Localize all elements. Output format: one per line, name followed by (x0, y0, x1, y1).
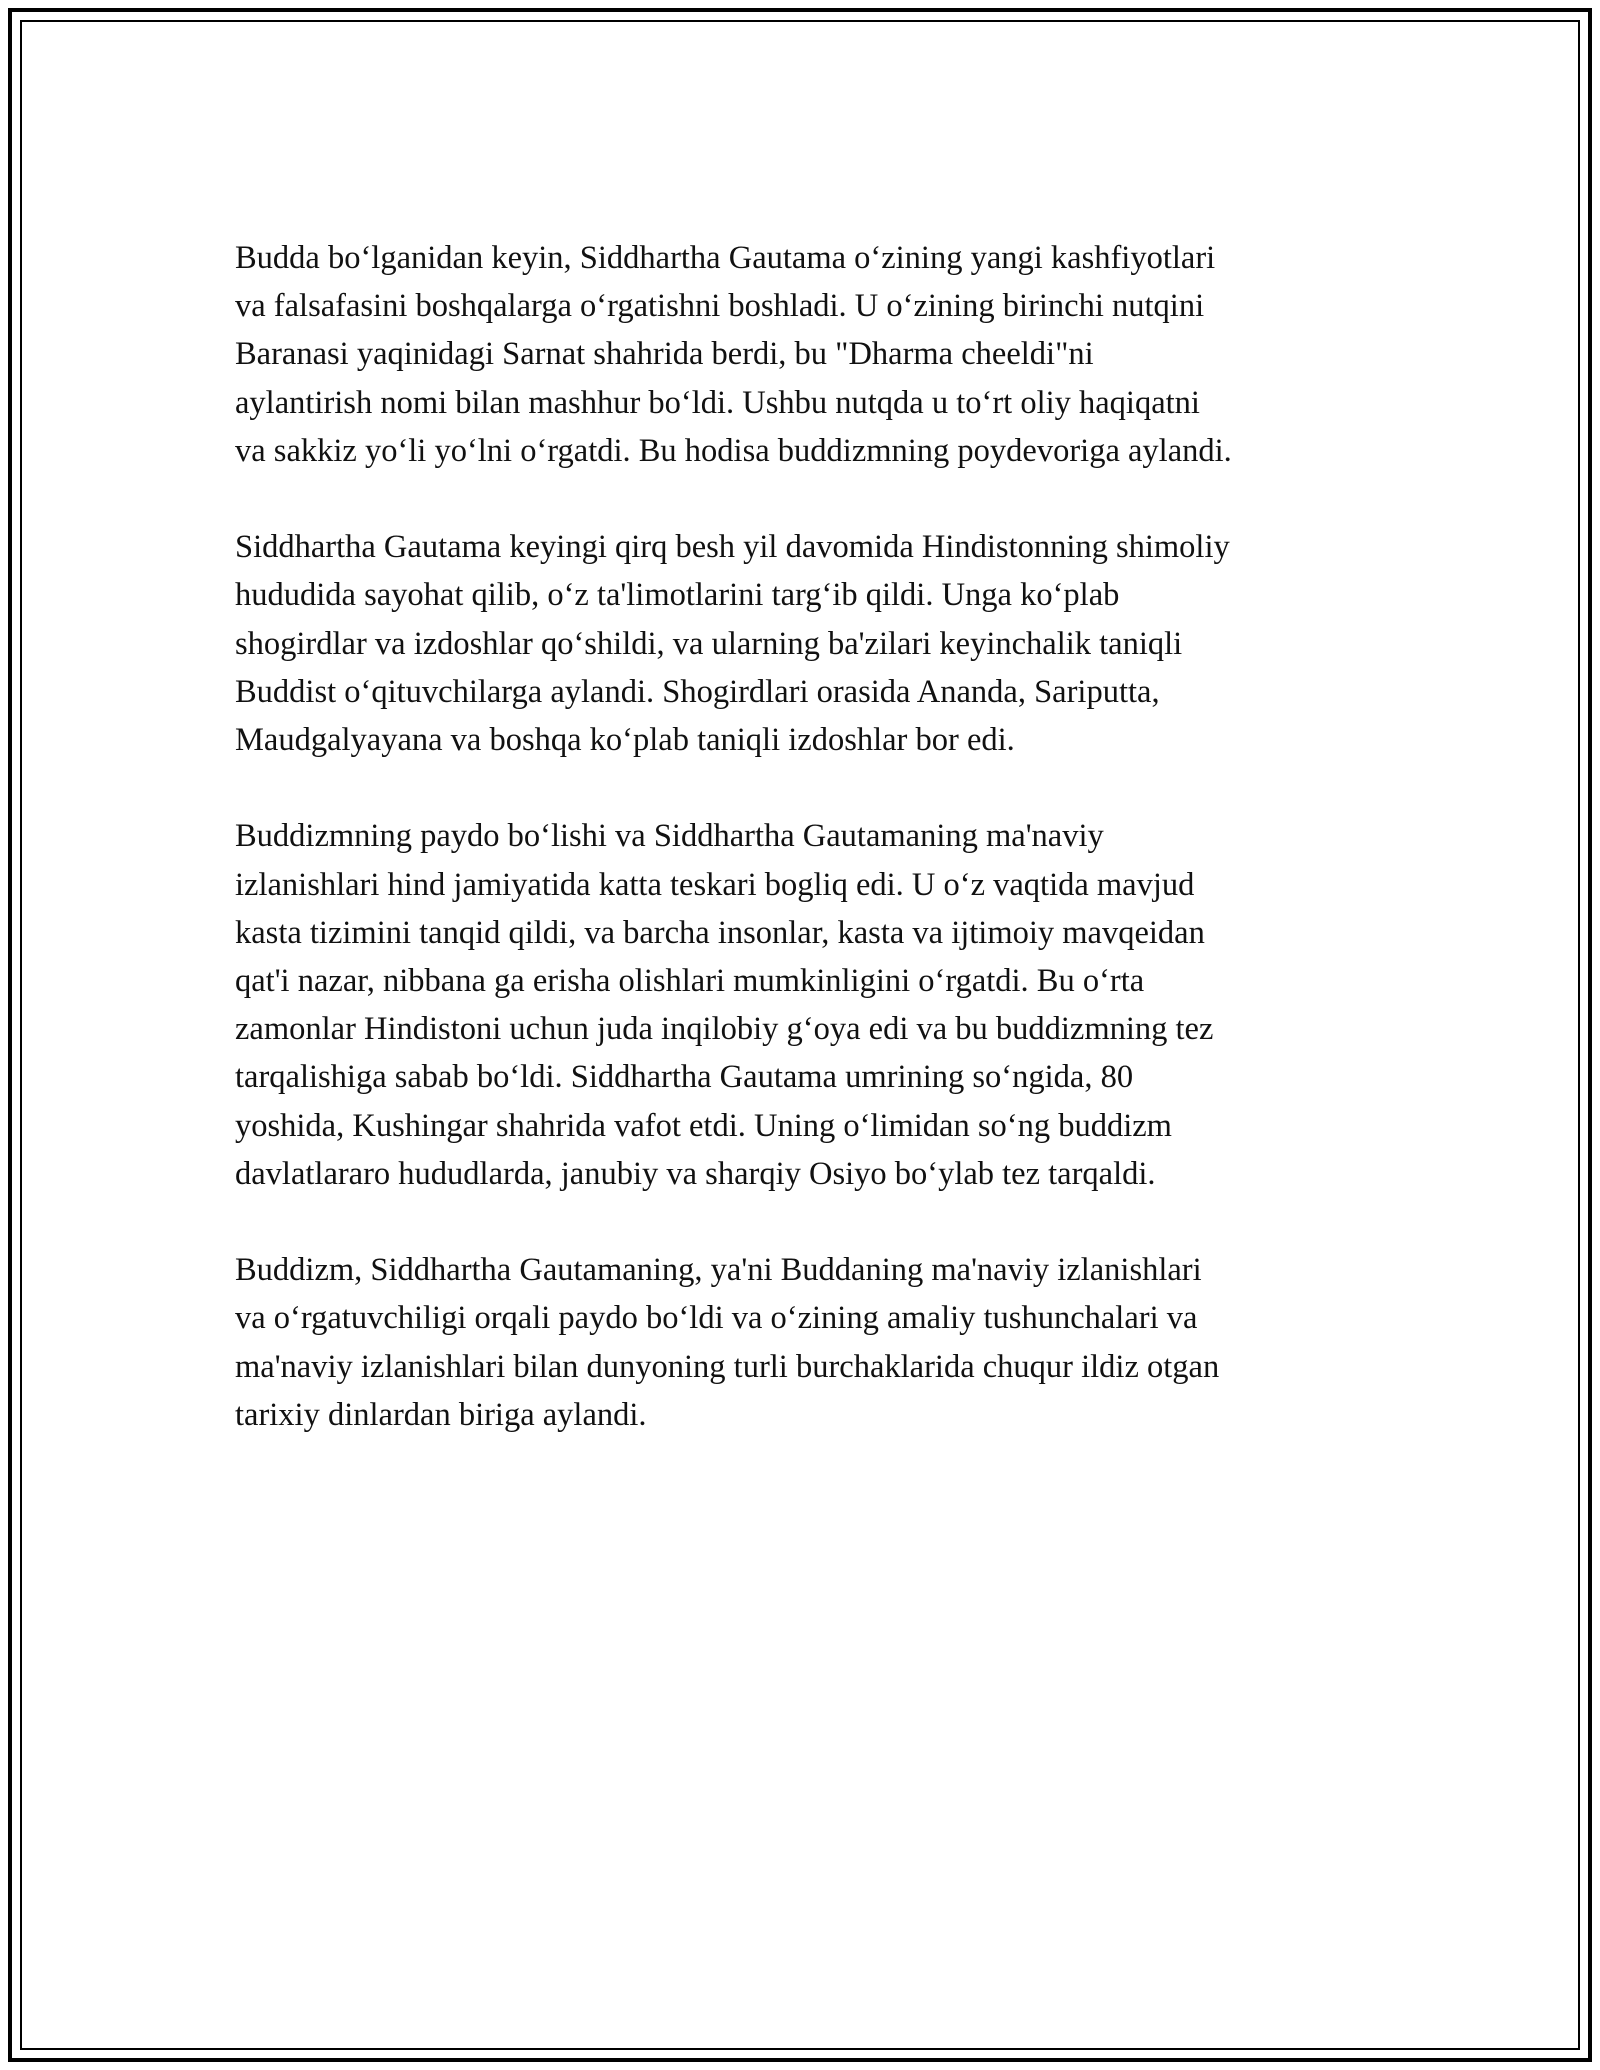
paragraph-1: Budda bo‘lganidan keyin, Siddhartha Gautama o‘zining yangi kashfiyotlari va falsafasini boshqalarga o‘rgatishni boshladi. U o‘zining birinchi nutqini Baranasi yaqinidagi Sarnat shahrida berdi, bu "Dharma cheeldi"ni aylantirish nomi bilan mashhur bo‘ldi. Ushbu nutqda u to‘rt oliy haqiqatni va sakkiz yo‘li yo‘lni o‘rgatdi. Bu hodisa buddizmning poydevoriga aylandi. (235, 240, 1232, 469)
paragraph-3: Buddizmning paydo bo‘lishi va Siddhartha Gautamaning ma'naviy izlanishlari hind jamiyatida katta teskari bogliq edi. U o‘z vaqtida mavjud kasta tizimini tanqid qildi, va barcha insonlar, kasta va ijtimoiy mavqeidan qat'i nazar, nibbana ga erisha olishlari mumkinligini o‘rgatdi. Bu o‘rta zamonlar Hindistoni uchun juda inqilobiy g‘oya edi va bu buddizmning tez tarqalishiga sabab bo‘ldi. Siddhartha Gautama umrining so‘ngida, 80 yoshida, Kushingar shahrida vafot etdi. Uning o‘limidan so‘ng buddizm davlatlararo hududlarda, janubiy va sharqiy Osiyo bo‘ylab tez tarqaldi. (235, 818, 1214, 1192)
paragraph-4: Buddizm, Siddhartha Gautamaning, ya'ni Buddaning ma'naviy izlanishlari va o‘rgatuvchiligi orqali paydo bo‘ldi va o‘zining amaliy tushunchalari va ma'naviy izlanishlari bilan dunyoning turli burchaklarida chuqur ildiz otgan tarixiy dinlardan biriga aylandi. (235, 1252, 1220, 1433)
paragraph-2: Siddhartha Gautama keyingi qirq besh yil davomida Hindistonning shimoliy hududida sayohat qilib, o‘z ta'limotlarini targ‘ib qildi. Unga ko‘plab shogirdlar va izdoshlar qo‘shildi, va ularning ba'zilari keyinchalik taniqli Buddist o‘qituvchilarga aylandi. Shogirdlari orasida Ananda, Sariputta, Maudgalyayana va boshqa ko‘plab taniqli izdoshlar bor edi. (235, 529, 1230, 759)
document-body (235, 234, 1365, 1487)
